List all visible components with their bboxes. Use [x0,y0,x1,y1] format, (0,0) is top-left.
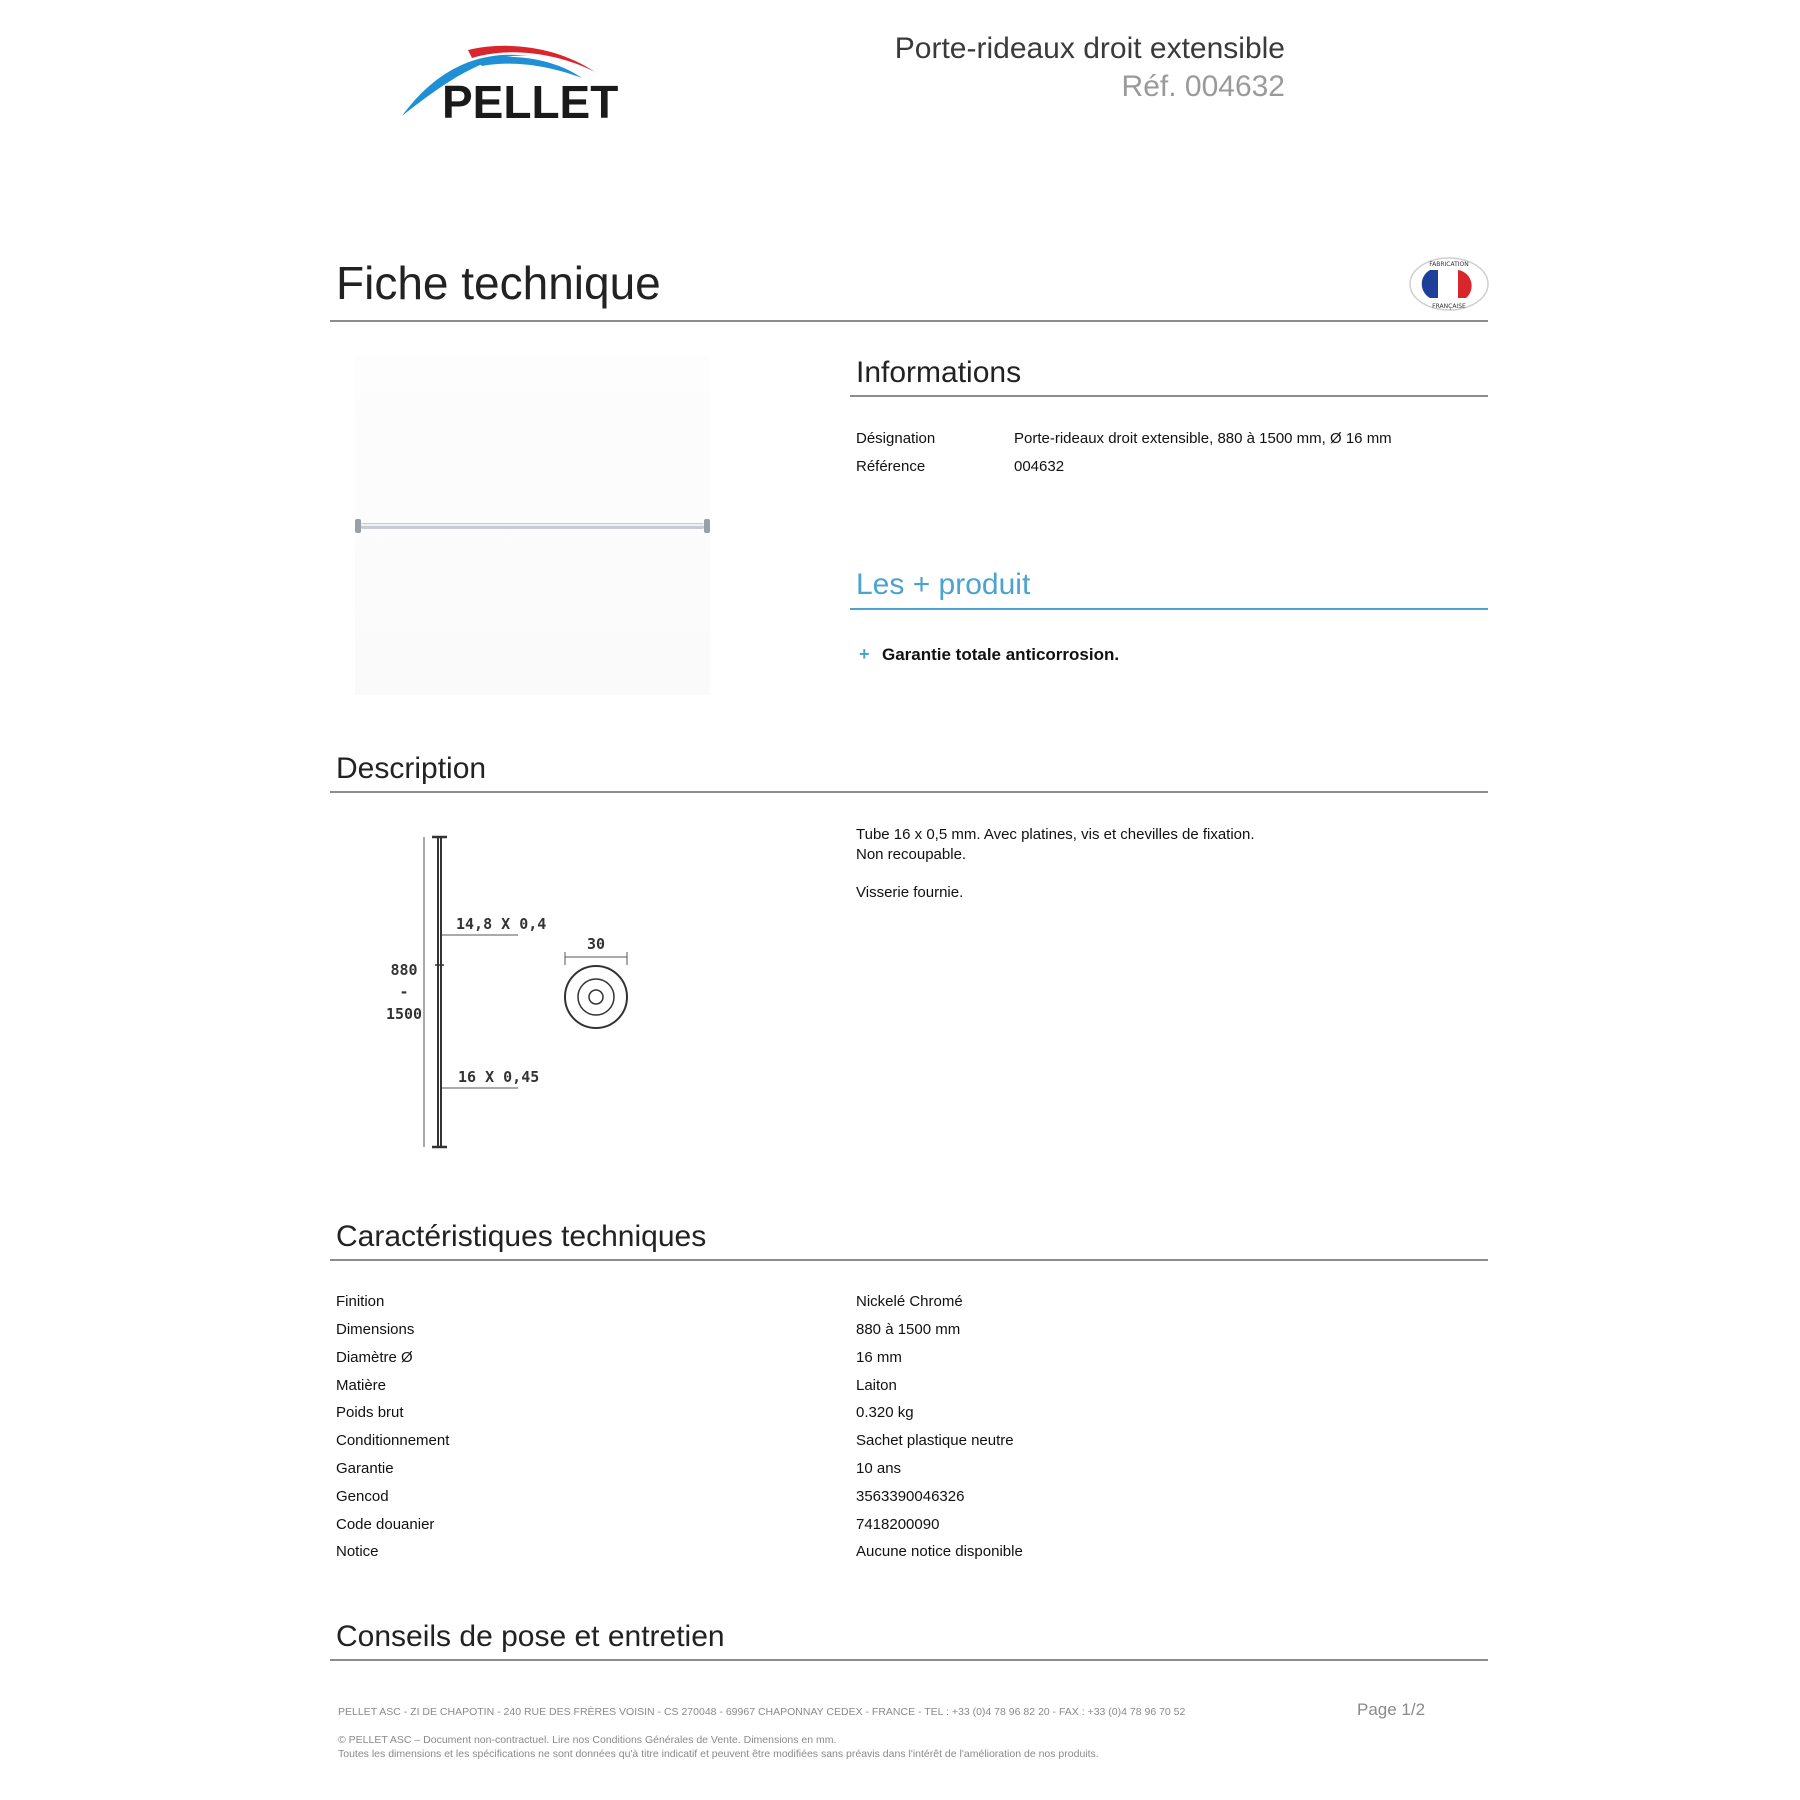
char-label: Notice [336,1543,379,1560]
conseils-divider [330,1659,1488,1661]
page-title: Fiche technique [336,257,661,309]
length-sep-label: - [399,983,409,1001]
informations-divider [850,395,1488,397]
char-value: Laiton [856,1377,897,1394]
advantage-text: Garantie totale anticorrosion. [881,645,1120,664]
char-value: Nickelé Chromé [856,1293,963,1310]
length-min-label: 880 [390,961,418,979]
char-value: 0.320 kg [856,1404,914,1421]
plus-icon: + [859,644,870,664]
conseils-heading: Conseils de pose et entretien [336,1620,725,1653]
pellet-logo [390,38,650,128]
header-product-title: Porte-rideaux droit extensible [894,32,1285,65]
char-value: 7418200090 [856,1516,940,1533]
informations-heading: Informations [856,356,1022,389]
description-divider [330,791,1488,793]
char-label: Poids brut [336,1404,404,1421]
char-value: 10 ans [856,1460,902,1477]
characteristics-divider [330,1259,1488,1261]
product-photo [355,355,710,695]
char-value: 880 à 1500 mm [856,1321,961,1338]
logo-text: PELLET [442,76,619,128]
description-line-2: Non recoupable. [856,846,967,863]
char-label: Diamètre Ø [336,1349,413,1366]
info-value-designation: Porte-rideaux droit extensible, 880 à 1500 mm, Ø 16 mm [1014,430,1392,447]
char-value: 3563390046326 [856,1488,965,1505]
advantage-item [859,644,1119,665]
char-value: Aucune notice disponible [856,1543,1023,1560]
char-value: 16 mm [856,1349,902,1366]
char-label: Garantie [336,1460,394,1477]
info-value-reference: 004632 [1014,458,1065,475]
char-value: Sachet plastique neutre [856,1432,1014,1449]
title-divider [330,320,1488,322]
tube-lower-label: 16 X 0,45 [458,1068,540,1086]
advantages-divider [850,608,1488,610]
footer-address: PELLET ASC - ZI DE CHAPOTIN - 240 RUE DES FRÈRES VOISIN - CS 270048 - 69967 CHAPONNAY CEDEX - FRANCE - TEL : +33 (0)4 78 96 82 20 - FAX : +33 (0)4 78 96 70 52 [338,1706,1186,1718]
advantages-heading: Les + produit [856,568,1031,601]
footer-copyright [338,1733,1099,1761]
info-label-reference: Référence [856,458,926,475]
description-line-3: Visserie fournie. [856,884,964,901]
characteristics-heading: Caractéristiques techniques [336,1220,707,1253]
char-label: Matière [336,1377,387,1394]
info-label-designation: Désignation [856,430,936,447]
length-max-label: 1500 [385,1005,423,1023]
char-label: Conditionnement [336,1432,450,1449]
header-reference: Réf. 004632 [1121,70,1285,103]
description-line-1: Tube 16 x 0,5 mm. Avec platines, vis et chevilles de fixation. [856,826,1255,843]
svg-text:FABRICATION: FABRICATION [1429,261,1469,268]
footer-copyright-line-1: © PELLET ASC – Document non-contractuel. Lire nos Conditions Générales de Vente. Dimensions en mm. [338,1734,837,1746]
footer-page-number: Page 1/2 [1357,1700,1426,1719]
char-label: Gencod [336,1488,389,1505]
svg-text:FRANÇAISE: FRANÇAISE [1432,303,1466,310]
plate-diameter-label: 30 [586,935,606,953]
char-label: Finition [336,1293,385,1310]
tube-upper-label: 14,8 X 0,4 [456,915,547,933]
fabrication-francaise-badge [1408,256,1490,312]
description-heading: Description [336,752,487,785]
char-label: Code douanier [336,1516,435,1533]
technical-drawing [380,825,660,1155]
footer-copyright-line-2: Toutes les dimensions et les spécifications ne sont données qu'à titre indicatif et peuvent être modifiées sans préavis dans l'intérêt de l'amélioration de nos produits. [338,1748,1099,1760]
char-label: Dimensions [336,1321,415,1338]
